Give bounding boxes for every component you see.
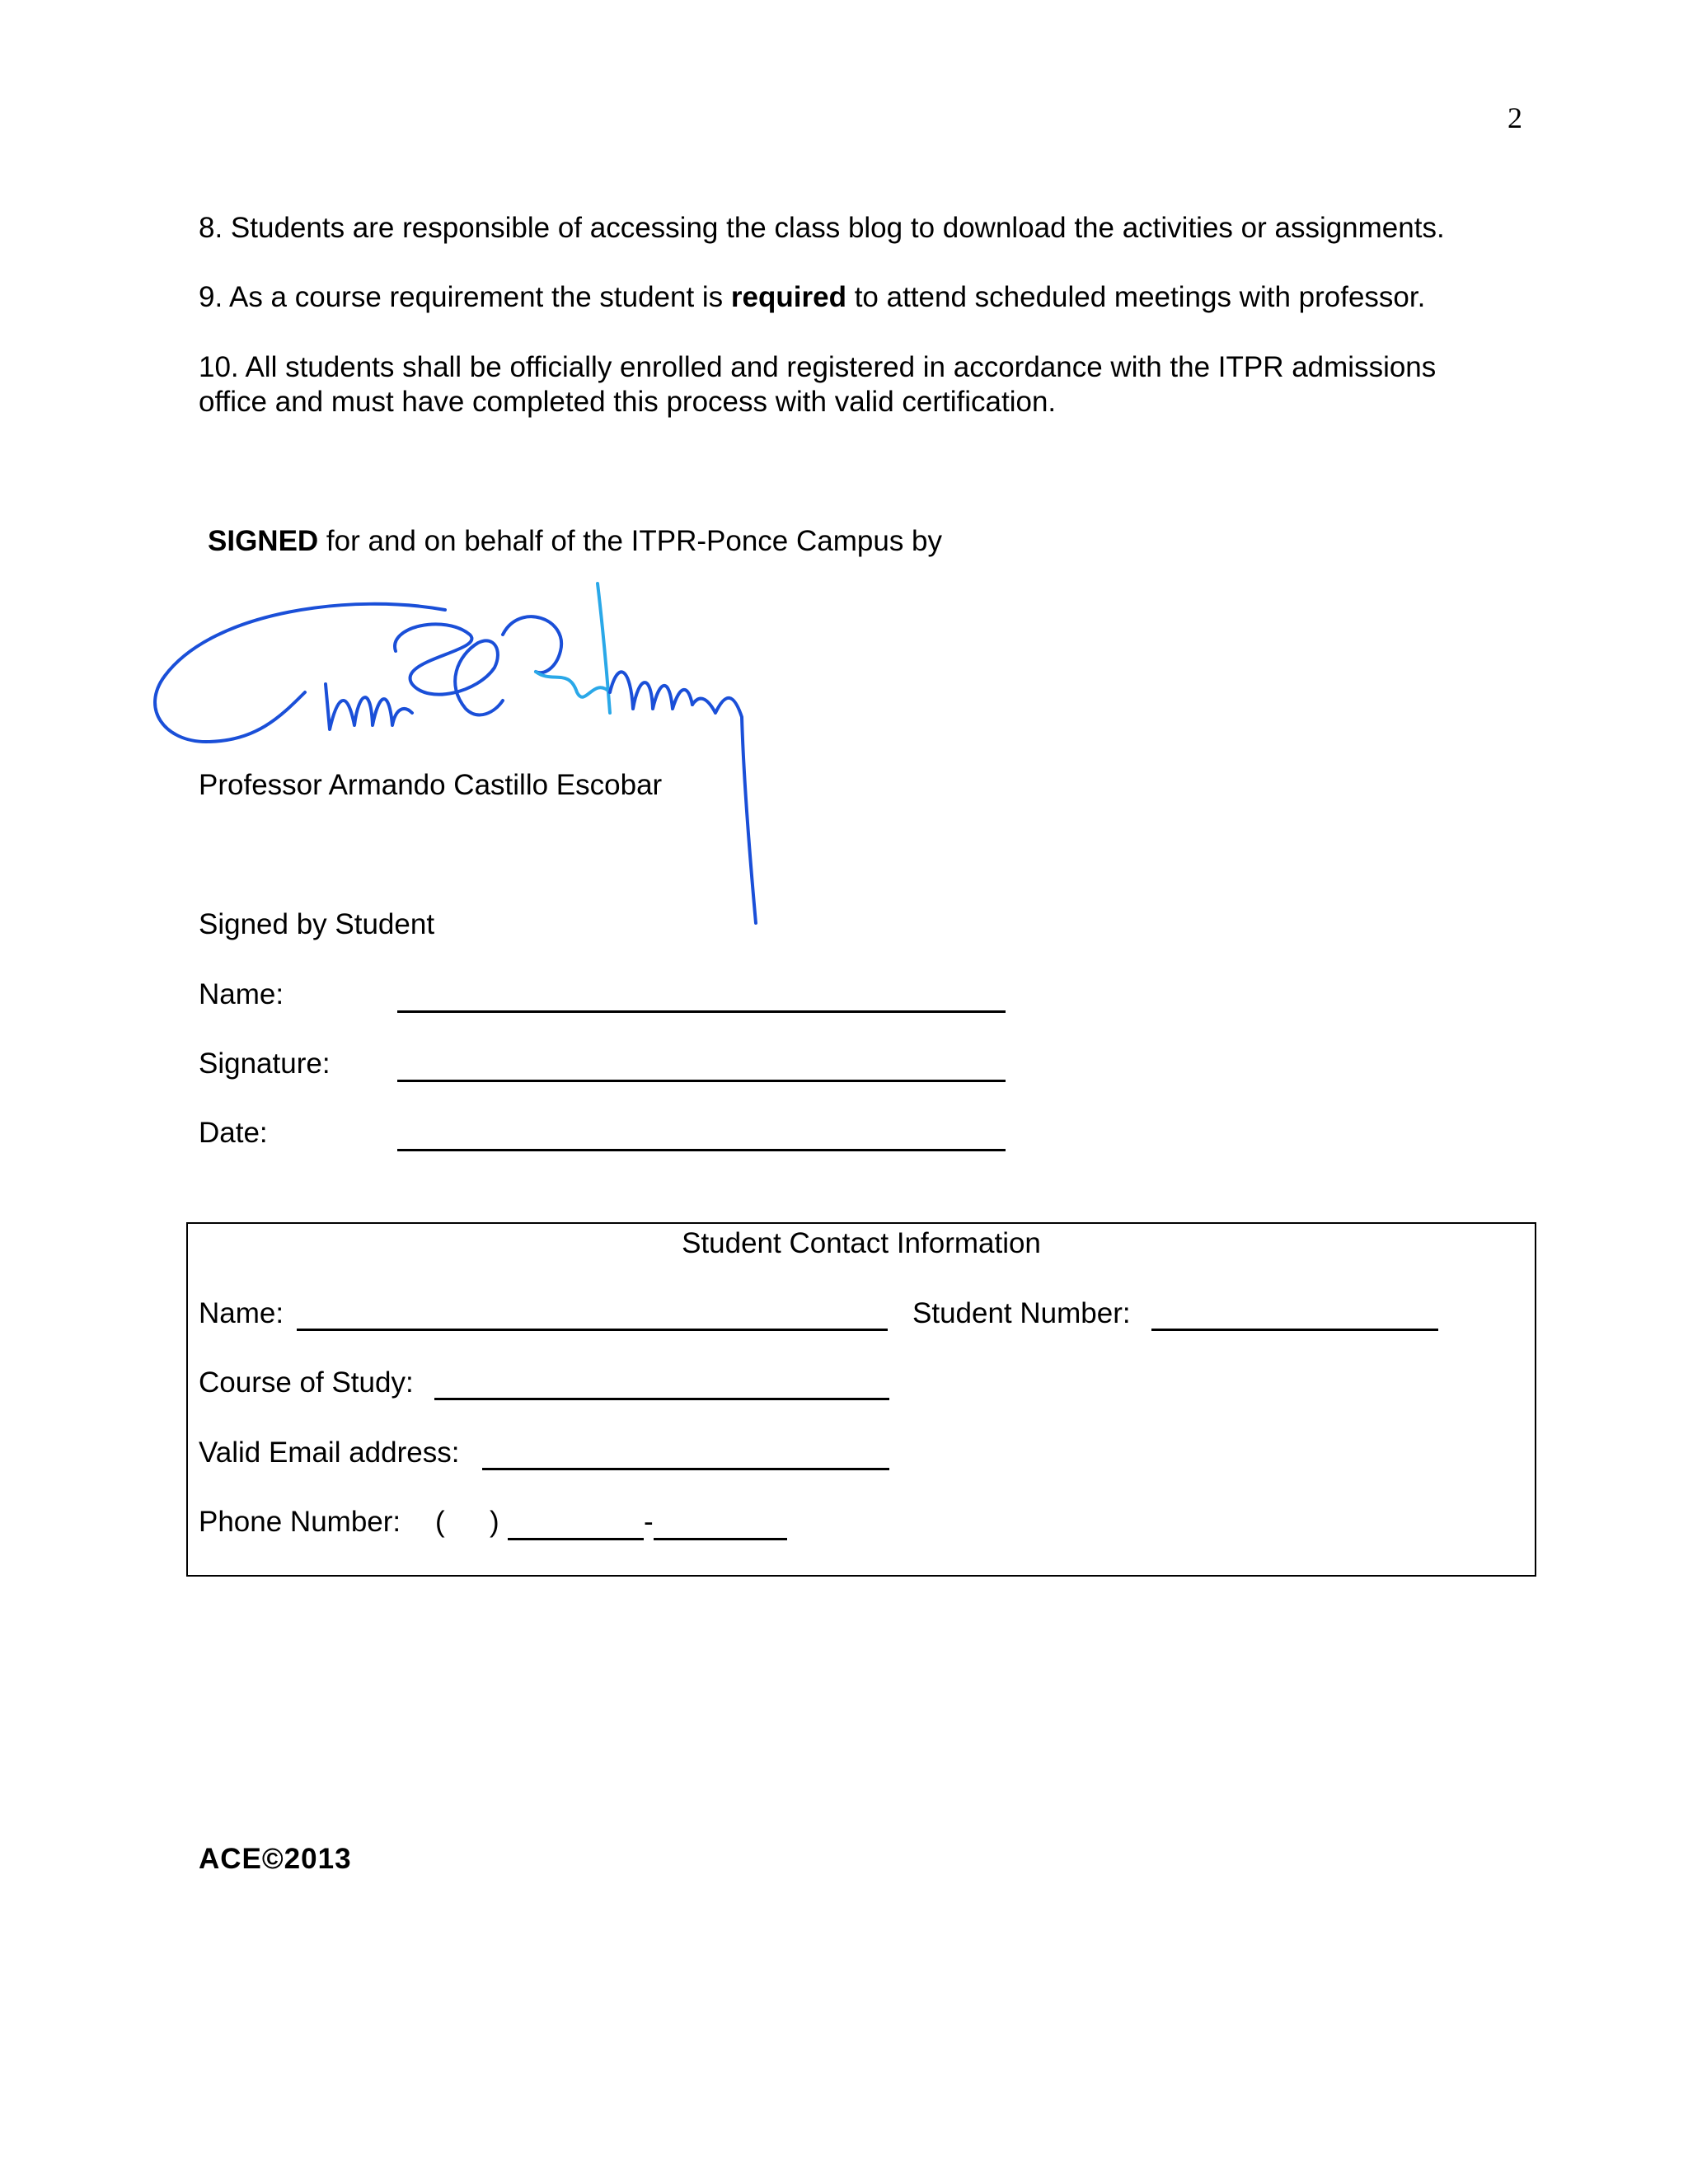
student-name-label: Name: — [199, 978, 284, 1010]
signed-statement — [208, 524, 942, 559]
item-9-bold: required — [730, 281, 846, 313]
student-date-label: Date: — [199, 1117, 268, 1149]
item-9-suffix: to attend scheduled meetings with professor. — [846, 281, 1426, 313]
phone-label: Phone Number: — [199, 1506, 401, 1538]
student-number-field[interactable] — [1151, 1329, 1438, 1331]
student-date-field[interactable] — [397, 1149, 1006, 1151]
item-8: 8. Students are responsible of accessing the class blog to download the activities or assignments. — [199, 212, 1445, 244]
phone-dash: - — [644, 1506, 654, 1538]
item-10-line1: 10. All students shall be officially enrolled and registered in accordance with the ITPR admissions — [199, 351, 1437, 383]
student-number-label: Student Number: — [912, 1297, 1131, 1329]
contact-box-title: Student Contact Information — [682, 1227, 1041, 1259]
course-of-study-label: Course of Study: — [199, 1366, 414, 1399]
phone-paren-open: ( — [435, 1506, 445, 1538]
item-9 — [199, 280, 1425, 315]
email-field[interactable] — [482, 1468, 889, 1470]
student-name-field[interactable] — [397, 1010, 1006, 1013]
email-label: Valid Email address: — [199, 1436, 460, 1469]
student-signature-label: Signature: — [199, 1047, 331, 1080]
professor-name: Professor Armando Castillo Escobar — [199, 769, 663, 801]
signed-bold: SIGNED — [208, 525, 319, 557]
student-signature-field[interactable] — [397, 1080, 1006, 1082]
contact-name-label: Name: — [199, 1297, 284, 1329]
phone-prefix-field[interactable] — [508, 1538, 644, 1540]
phone-line-field[interactable] — [654, 1538, 787, 1540]
item-10-line2: office and must have completed this process with valid certification. — [199, 386, 1057, 418]
phone-paren-close: ) — [490, 1506, 499, 1538]
student-section-heading: Signed by Student — [199, 908, 435, 940]
contact-name-field[interactable] — [297, 1329, 888, 1331]
item-9-prefix: 9. As a course requirement the student is — [199, 281, 731, 313]
course-of-study-field[interactable] — [434, 1398, 889, 1400]
signed-rest: for and on behalf of the ITPR-Ponce Campus by — [318, 525, 943, 557]
professor-signature — [148, 569, 775, 931]
page-number: 2 — [1507, 101, 1522, 134]
copyright-notice: ACE©2013 — [199, 1843, 352, 1875]
